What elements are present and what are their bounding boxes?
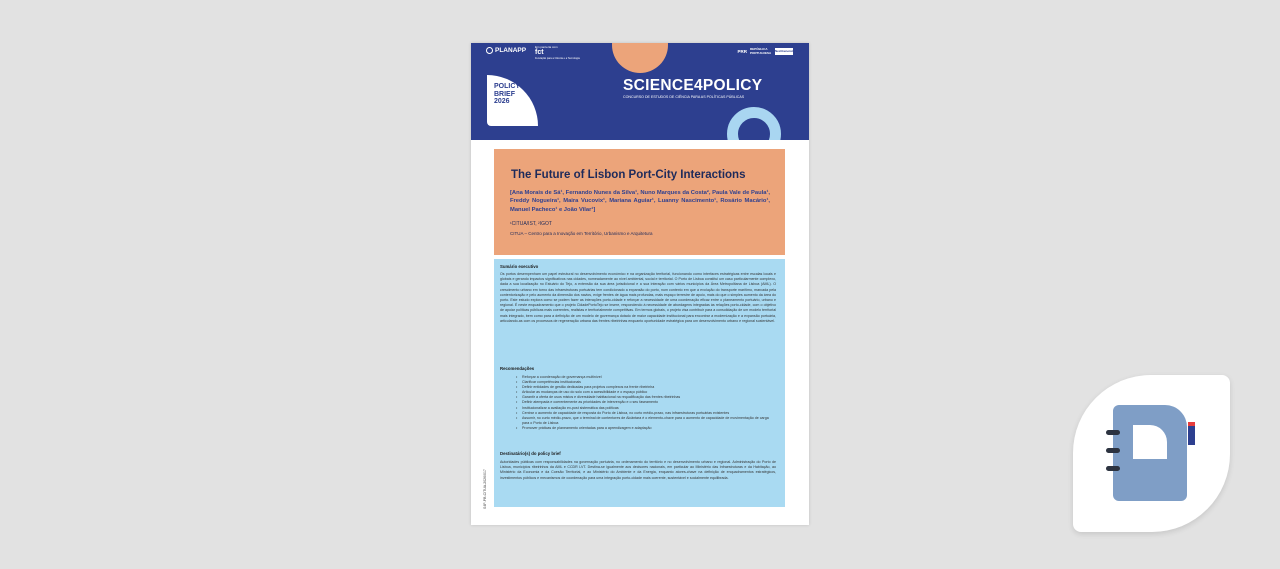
policy-brief-line-1: POLICY <box>494 83 521 90</box>
title-block <box>494 149 785 255</box>
recommendations-heading: Recomendações <box>500 366 535 371</box>
body-section <box>494 259 785 507</box>
program-subtitle: CONCURSO DE ESTUDOS DE CIÊNCIA PARA AS POLÍTICAS PÚBLICAS <box>623 95 745 99</box>
binder-ring <box>1106 466 1120 471</box>
list-item: • Clarificar competências institucionais <box>518 380 776 385</box>
program-title: SCIENCE4POLICY <box>623 77 763 94</box>
fct-subtitle: Fundação para a Ciência e a Tecnologia <box>535 57 580 60</box>
bookmark-navy <box>1188 426 1195 445</box>
list-item: • Articular as mudanças de uso do solo com a acessibilidade e o espaço público <box>518 390 776 395</box>
audience-text: Autoridades públicas com responsabilidades na governação portuária, no ordenamento do território e no desenvolvimento urbano e regional. Administração do Porto de Lisboa, municípios ribeirinhos da AML e CCDR LVT. Destina-se igualmente aos decisores nacionais, em particular ao Ministério das Infraestruturas e da Habitação, ao Ministério da Economia e da Coesão Territorial, e ao Ministério do Ambiente e da Energia, enquanto atores-chave na definição de enquadramentos estratégicos, investimentos públicos e mecanismos de coordenação para uma integração porto-cidade mais coerente, sustentável e socialmente equilibrada. <box>500 460 776 480</box>
recommendations-list <box>500 375 776 431</box>
notebook-window <box>1133 425 1167 459</box>
fct-logo: fct <box>535 49 544 56</box>
policy-brief-year: 2026 <box>494 98 510 105</box>
fct-caption: Em parceria com <box>535 45 558 49</box>
affiliation-codes: ¹CITUA/IST, ²IGOT <box>510 221 552 227</box>
list-item: • Promover práticas de planeamento orientadas para a aprendizagem e adaptação <box>518 426 776 431</box>
header-banner <box>471 43 809 140</box>
blue-ring-decoration <box>727 107 781 140</box>
policy-brief-page <box>471 43 809 525</box>
policy-brief-line-2: BRIEF <box>494 90 515 98</box>
fct-logo-block <box>535 45 580 60</box>
summary-heading: Sumário executivo <box>500 264 539 269</box>
list-item: • Garantir a oferta de usos mistos e diversidade habitacional na requalificação das frentes ribeirinhas <box>518 395 776 400</box>
planapp-label: PLANAPP <box>495 47 527 54</box>
notebook-icon <box>1113 405 1187 501</box>
list-item: • Institucionalizar a avaliação ex-post sistemática das políticas <box>518 406 776 411</box>
prr-logo: PRR <box>737 49 747 54</box>
list-item: • Assumir, no curto médio-prazo, que o terminal de contentores de Alcântara é o elemento-chave para o aumento de capacidade de movimentação de carga para o Porto de Lisboa <box>518 416 776 426</box>
republica-logo: REPÚBLICA PORTUGUESA <box>750 47 772 55</box>
list-item: • Reforçar a coordenação de governança multinível <box>518 375 776 380</box>
audience-heading: Destinatário(s) do policy brief <box>500 451 561 456</box>
binder-ring <box>1106 448 1120 453</box>
binder-ring <box>1106 430 1120 435</box>
list-item: • Centrar o aumento de capacidade de resposta do Porto de Lisboa, no curto médio-prazo, nas infraestruturas portuárias existentes <box>518 411 776 416</box>
app-logo <box>1073 375 1230 532</box>
summary-text: Os portos desempenham um papel estrutural no desenvolvimento económico e na organização territorial, funcionando como interfaces estratégicas entre escalas locais e globais e gerando impactos significativos nas cidades, nomeadamente ao nível ambiental, social e territorial. O Porto de Lisboa constitui um caso particularmente complexo, dada a sua localização no Estuário do Tejo, a extensão da sua área jurisdicional e a sua interação com vários municípios da Área Metropolitana de Lisboa (AML). O crescimento urbano em torno das infraestruturas portuárias tem condicionado a expansão do porto, num contexto em que a evolução do transporte marítimo, marcada pela contentorização e pelo aumento da dimensão dos navios, exige frentes de água mais profundas, mais espaço terrestre de apoio, mais do que o simples aumento da área do porto. Este estudo explora como se podem fazer as interações porto-cidade e reforçar a necessidade de uma coordenação eficaz entre o planeamento portuário, urbano e regional. É neste enquadramento que o projeto CidadePortoTejo se insere, respondendo à necessidade de abordagens integradas às relações porto-cidade, com o objetivo de apoiar políticas públicas mais coerentes, realistas e territorialmente competitivas. Em termos globais, o projeto visa contribuir para a consolidação de um modelo territorial mais integrado, bem como para a definição de um modelo de governança dotado de maior capacidade institucional para encontrar a modernização e a expansão portuária, articulando-as com os processos de regeneração urbana das frentes ribeirinhas enquanto oportunidade estratégica para um desenvolvimento urbano e regional sustentável. <box>500 272 776 323</box>
funding-logos <box>737 47 802 55</box>
planapp-mark-icon <box>486 47 493 54</box>
peach-circle-decoration <box>612 43 668 73</box>
eu-logo: NextGenerationEU <box>775 49 802 53</box>
policy-brief-label <box>494 83 520 106</box>
document-title: The Future of Lisbon Port-City Interactions <box>511 169 746 181</box>
authors-list: [Ana Morais de Sá¹, Fernando Nunes da Silva¹, Nuno Marques da Costa², Paula Vale de Paula¹, Freddy Nogueira¹, Maira Vucovix¹, Mariana Aguiar¹, Luanny Nascimento¹, Rosário Macário¹, Manuel Pacheco¹ e João Vilar¹] <box>510 190 770 213</box>
list-item: • Definir entidades de gestão dedicadas para projetos complexos na frente ribeirinha <box>518 385 776 390</box>
affiliation-name: CITUA – Centro para a Inovação em Território, Urbanismo e Arquitetura <box>510 231 653 236</box>
planapp-logo <box>486 47 526 54</box>
document-code: S4P-PB-CITUA-2026/017 <box>483 469 487 509</box>
list-item: • Definir atempada e coerentemente as prioridades de intervenção e o seu faseamento <box>518 400 776 405</box>
